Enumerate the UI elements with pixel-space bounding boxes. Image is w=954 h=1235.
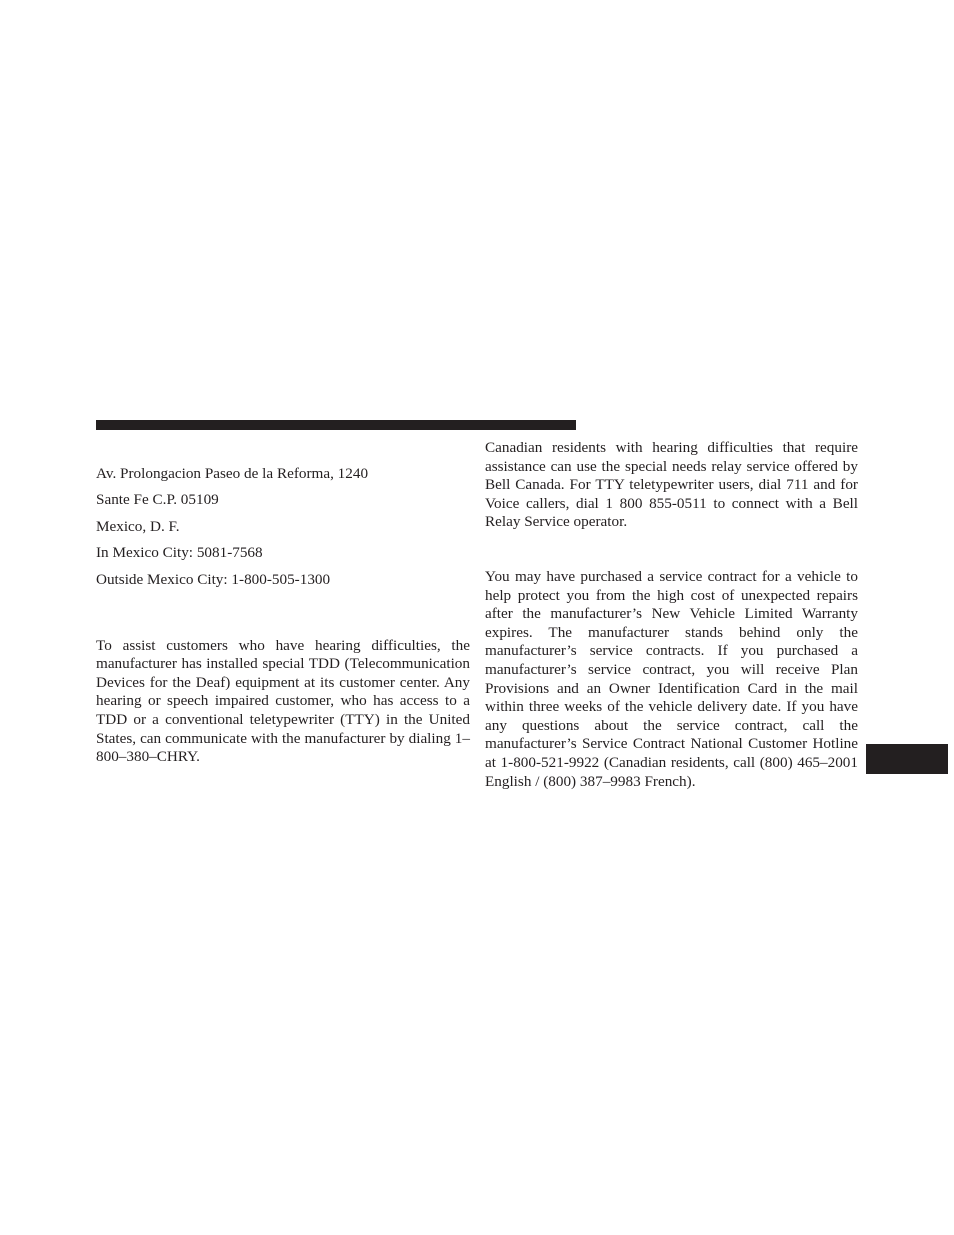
address-line-postal: Sante Fe C.P. 05109: [96, 491, 219, 509]
address-line-city: Mexico, D. F.: [96, 517, 180, 535]
phone-outside-mexico-city: Outside Mexico City: 1-800-505-1300: [96, 570, 331, 588]
chapter-thumb-tab: [866, 744, 948, 774]
service-contract-paragraph: You may have purchased a service contract for a vehicle to help protect you from the high cost of unexpected repairs after the manufacturer’s New Vehicle Limited Warranty expires. The manufacturer stands behind only the manufacturer’s service contracts. If you purchased a manufacturer’s service contract, you will receive Plan Provisions and an Owner Identification Card in the mail within three weeks of the vehicle delivery date. If you have any questions about the service contract, call the manufacturer’s Service Contract National Customer Hotline at 1-800-521-9922 (Canadian residents, call (800) 465–2001 English / (800) 387–9983 French).: [485, 567, 858, 790]
canadian-relay-paragraph: Canadian residents with hearing difficulties that require assistance can use the special needs relay service offered by Bell Canada. For TTY teletypewriter users, dial 711 and for Voice callers, dial 1 800 855-0511 to connect with a Bell Relay Service operator.: [485, 439, 858, 531]
left-column: [96, 465, 470, 767]
hearing-assistance-paragraph: To assist customers who have hearing difficulties, the manufacturer has installed special TDD (Telecommunication Devices for the Deaf) equipment at its customer center. Any hearing or speech impaired customer, who has access to a TDD or a conventional teletypewriter (TTY) in the United States, can communicate with the manufacturer by dialing 1–800–380–CHRY.: [96, 636, 470, 766]
phone-in-mexico-city: In Mexico City: 5081-7568: [96, 544, 263, 562]
right-column: [485, 439, 858, 791]
section-header-rule: [96, 420, 576, 430]
address-line-street: Av. Prolongacion Paseo de la Reforma, 1240: [96, 465, 369, 482]
